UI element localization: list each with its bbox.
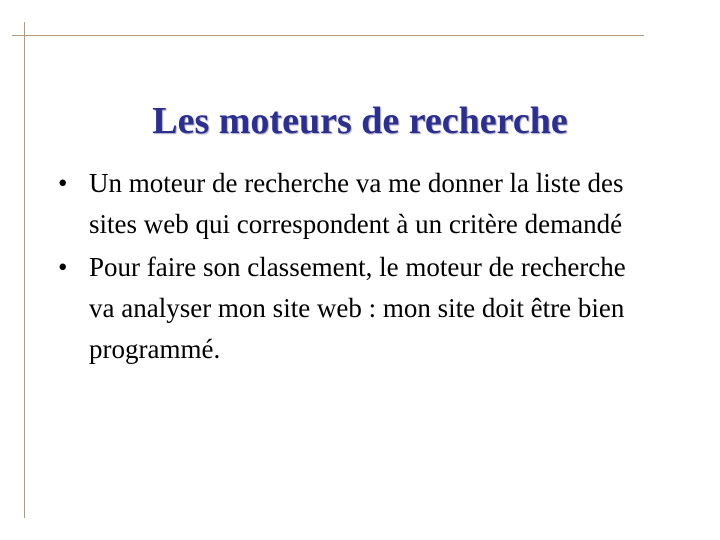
bullet-item bbox=[58, 247, 648, 370]
bullet-list bbox=[58, 163, 648, 372]
slide-title: Les moteurs de recherche bbox=[152, 100, 568, 143]
bullet-item bbox=[58, 163, 648, 245]
bullet-text: Un moteur de recherche va me donner la liste des sites web qui correspondent à un critère demandé bbox=[89, 168, 624, 239]
bullet-text: Pour faire son classement, le moteur de recherche va analyser mon site web : mon site doit être bien programmé. bbox=[89, 252, 626, 364]
left-decorative-rule bbox=[24, 22, 25, 518]
bullet-icon: • bbox=[58, 252, 68, 282]
top-decorative-rule bbox=[12, 35, 644, 36]
bullet-icon: • bbox=[58, 168, 68, 198]
